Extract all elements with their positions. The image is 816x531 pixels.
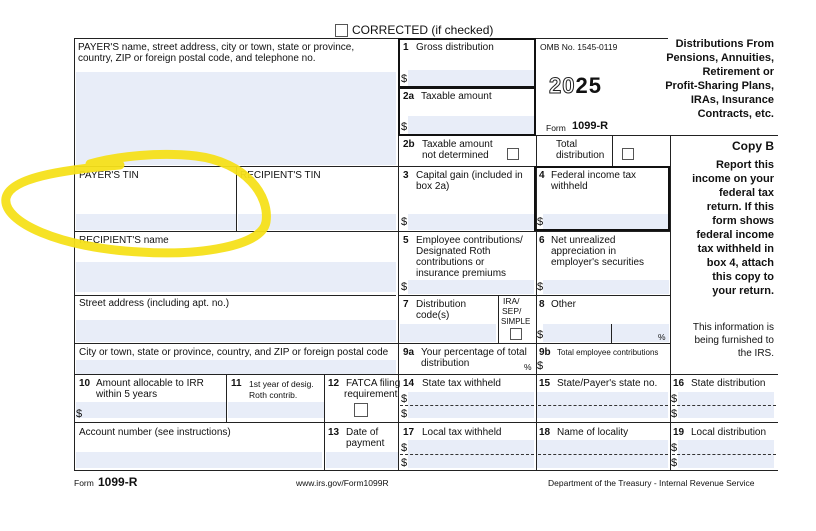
box2a-number: 2a xyxy=(403,91,415,102)
box11-number: 11 xyxy=(231,378,242,389)
box10-label-2: within 5 years xyxy=(96,389,158,400)
box17-dollar-2: $ xyxy=(401,457,408,469)
box8-label: Other xyxy=(551,299,577,310)
box13-field[interactable] xyxy=(326,452,398,468)
ira-sep-simple-checkbox[interactable] xyxy=(510,328,522,340)
box6-dollar: $ xyxy=(537,281,544,293)
box4-number: 4 xyxy=(539,170,545,181)
box11-label-2: Roth contrib. xyxy=(249,390,298,400)
copy-b-text-6: federal income xyxy=(696,229,774,241)
footer-form-name: 1099-R xyxy=(98,475,138,489)
box3-number: 3 xyxy=(403,170,409,181)
box5-label-2: Designated Roth xyxy=(416,246,491,257)
total-distribution-label-2: distribution xyxy=(556,150,605,161)
corrected-label: CORRECTED (if checked) xyxy=(352,23,494,37)
box18-label: Name of locality xyxy=(557,427,629,438)
box4-label-1: Federal income tax xyxy=(551,170,637,181)
box5-label-4: insurance premiums xyxy=(416,268,507,279)
box2b-label-2: not determined xyxy=(422,150,489,161)
box14-label: State tax withheld xyxy=(422,378,501,389)
copy-b-text-7: tax withheld in xyxy=(697,243,774,255)
box9a-label-1: Your percentage of total xyxy=(421,347,527,358)
city-field[interactable] xyxy=(76,360,396,374)
box7-label-1: Distribution xyxy=(416,299,467,310)
box17-dollar-1: $ xyxy=(401,442,408,454)
box17-number: 17 xyxy=(403,427,415,438)
box6-label-3: employer's securities xyxy=(551,257,645,268)
box12-label-2: requirement xyxy=(344,389,398,400)
box16-dollar-2: $ xyxy=(671,408,678,420)
box13-number: 13 xyxy=(328,427,340,438)
box9a-label-2: distribution xyxy=(421,358,470,369)
corrected-checkbox[interactable] xyxy=(335,24,348,37)
ira-sep-simple-label-2: SEP/ xyxy=(502,306,522,316)
form-title-6: Contracts, etc. xyxy=(697,108,774,120)
fatca-checkbox[interactable] xyxy=(354,403,368,417)
box12-number: 12 xyxy=(328,378,340,389)
account-number-field[interactable] xyxy=(76,452,322,468)
box6-field[interactable] xyxy=(543,280,669,294)
payer-name-field[interactable] xyxy=(76,72,396,165)
box15-number: 15 xyxy=(539,378,551,389)
box2b-checkbox[interactable] xyxy=(507,148,519,160)
box3-label-1: Capital gain (included in xyxy=(416,170,523,181)
box1-number: 1 xyxy=(403,42,409,53)
copy-b-text-1: Report this xyxy=(715,159,774,171)
box3-field[interactable] xyxy=(408,214,534,230)
box9b-label: Total employee contributions xyxy=(557,348,659,357)
box5-label-1: Employee contributions/ xyxy=(416,235,523,246)
box2a-dollar: $ xyxy=(401,121,408,133)
account-number-label: Account number (see instructions) xyxy=(79,427,231,438)
copy-b-heading: Copy B xyxy=(732,139,774,153)
total-distribution-checkbox[interactable] xyxy=(622,148,634,160)
footer-form-word: Form xyxy=(74,478,94,488)
box10-label-1: Amount allocable to IRR xyxy=(96,378,204,389)
payer-tin-field[interactable] xyxy=(76,214,236,230)
box7-label-2: code(s) xyxy=(416,310,450,321)
recipient-tin-field[interactable] xyxy=(238,214,396,230)
box9a-number: 9a xyxy=(403,347,415,358)
copy-b-text-10: your return. xyxy=(712,285,774,297)
box6-label-1: Net unrealized xyxy=(551,235,616,246)
box10-dollar: $ xyxy=(76,408,83,420)
box9b-number: 9b xyxy=(539,347,551,358)
box11-label-1: 1st year of desig. xyxy=(249,379,314,389)
box10-field[interactable] xyxy=(76,402,226,418)
box14-dollar-2: $ xyxy=(401,408,408,420)
box4-label-2: withheld xyxy=(551,181,588,192)
box19-dollar-2: $ xyxy=(671,457,678,469)
box19-dollar-1: $ xyxy=(671,442,678,454)
ira-sep-simple-label-1: IRA/ xyxy=(503,296,520,306)
street-address-field[interactable] xyxy=(76,320,396,342)
box14-number: 14 xyxy=(403,378,415,389)
box8-field[interactable] xyxy=(543,324,669,342)
box9b-dollar: $ xyxy=(537,360,544,372)
box19-label: Local distribution xyxy=(691,427,767,438)
recipient-tin-label: RECIPIENT'S TIN xyxy=(240,170,321,181)
recipient-name-label: RECIPIENT'S name xyxy=(79,235,169,246)
box6-number: 6 xyxy=(539,235,545,246)
box9a-percent: % xyxy=(524,362,532,372)
box19-number: 19 xyxy=(673,427,685,438)
copy-b-text-9: this copy to xyxy=(712,271,774,283)
copy-b-text-8: box 4, attach xyxy=(706,257,774,269)
payer-name-label: PAYER'S name, street address, city or town, state or province, xyxy=(78,42,355,53)
box7-number: 7 xyxy=(403,299,409,310)
box5-number: 5 xyxy=(403,235,409,246)
total-distribution-label-1: Total xyxy=(556,139,578,150)
form-title-2: Pensions, Annuities, xyxy=(666,52,774,64)
box16-label: State distribution xyxy=(691,378,766,389)
payer-name-label-2: country, ZIP or foreign postal code, and telephone no. xyxy=(78,53,316,64)
irs-note-1: This information is xyxy=(692,322,774,333)
omb-number: OMB No. 1545-0119 xyxy=(540,42,618,52)
box1-label: Gross distribution xyxy=(416,42,494,53)
irs-note-2: being furnished to xyxy=(694,335,774,346)
box13-label-1: Date of xyxy=(346,427,379,438)
box8-percent: % xyxy=(658,332,666,342)
footer-url[interactable]: www.irs.gov/Form1099R xyxy=(296,478,389,488)
ira-sep-simple-label-3: SIMPLE xyxy=(501,317,531,326)
box16-number: 16 xyxy=(673,378,685,389)
tax-year: 2025 xyxy=(549,73,602,98)
box13-label-2: payment xyxy=(346,438,385,449)
box10-number: 10 xyxy=(79,378,91,389)
box15-label: State/Payer's state no. xyxy=(557,378,658,389)
box2a-label: Taxable amount xyxy=(421,91,492,102)
omb-form-word: Form xyxy=(546,123,566,133)
box8-number: 8 xyxy=(539,299,545,310)
box2b-label-1: Taxable amount xyxy=(422,139,493,150)
box4-dollar: $ xyxy=(537,216,544,228)
form-title-4: Profit-Sharing Plans, xyxy=(665,80,774,92)
copy-b-text-4: return. If this xyxy=(706,201,774,213)
omb-form-name: 1099-R xyxy=(572,120,609,132)
form-title-1: Distributions From xyxy=(675,38,774,50)
payer-tin-label: PAYER'S TIN xyxy=(79,170,139,181)
recipient-name-field[interactable] xyxy=(76,262,396,292)
box5-label-3: contributions or xyxy=(416,257,485,268)
copy-b-text-5: form shows xyxy=(712,215,774,227)
box16-dollar-1: $ xyxy=(671,393,678,405)
form-title-5: IRAs, Insurance xyxy=(690,94,774,106)
street-address-label: Street address (including apt. no.) xyxy=(79,298,230,309)
copy-b-text-2: income on your xyxy=(692,173,774,185)
city-label: City or town, state or province, country, and ZIP or foreign postal code xyxy=(79,347,389,358)
box8-dollar: $ xyxy=(537,329,544,341)
box5-field[interactable] xyxy=(408,280,534,294)
box18-number: 18 xyxy=(539,427,551,438)
box6-label-2: appreciation in xyxy=(551,246,617,257)
box5-dollar: $ xyxy=(401,281,408,293)
irs-note-3: the IRS. xyxy=(737,348,774,359)
copy-b-text-3: federal tax xyxy=(718,187,774,199)
box3-label-2: box 2a) xyxy=(416,181,450,192)
footer-department: Department of the Treasury - Internal Revenue Service xyxy=(548,478,755,488)
box17-label: Local tax withheld xyxy=(422,427,502,438)
box11-field[interactable] xyxy=(228,402,324,418)
box12-label-1: FATCA filing xyxy=(346,378,401,389)
box2b-number: 2b xyxy=(403,139,415,150)
box1-dollar: $ xyxy=(401,73,408,85)
box14-dollar-1: $ xyxy=(401,393,408,405)
box3-dollar: $ xyxy=(401,216,408,228)
form-title-3: Retirement or xyxy=(702,66,774,78)
box7-field[interactable] xyxy=(400,324,496,342)
